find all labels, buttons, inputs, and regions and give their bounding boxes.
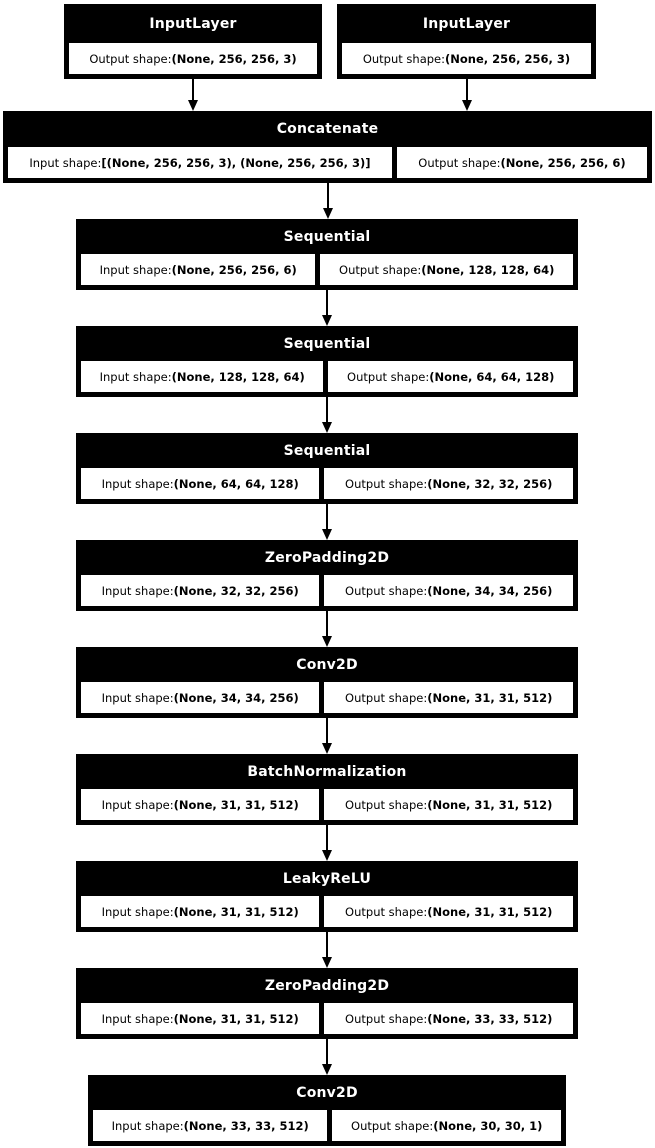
edge-line xyxy=(326,290,328,317)
shape-label: Output shape: xyxy=(351,1118,434,1133)
shape-cells-row xyxy=(81,789,573,820)
shape-label: Input shape: xyxy=(101,904,174,919)
shape-label: Input shape: xyxy=(101,583,174,598)
shape-value: (None, 30, 30, 1) xyxy=(433,1118,543,1133)
shape-value: (None, 128, 128, 64) xyxy=(421,262,555,277)
shape-label: Output shape: xyxy=(347,369,430,384)
shape-cells-row xyxy=(69,43,317,74)
layer-title: LeakyReLU xyxy=(282,870,372,887)
shape-value: (None, 32, 32, 256) xyxy=(427,476,553,491)
shape-cells-row xyxy=(81,361,573,392)
layer-node-zeropadding2d-6 xyxy=(76,540,578,611)
shape-value: (None, 31, 31, 512) xyxy=(427,904,553,919)
shape-value: (None, 31, 31, 512) xyxy=(173,797,299,812)
shape-value: (None, 31, 31, 512) xyxy=(427,797,553,812)
shape-value: (None, 31, 31, 512) xyxy=(173,1011,299,1026)
shape-cells-row xyxy=(342,43,591,74)
edge-arrow xyxy=(321,504,333,540)
shape-value: (None, 256, 256, 3) xyxy=(445,51,571,66)
arrowhead-icon xyxy=(188,100,198,111)
shape-label: Input shape: xyxy=(101,797,174,812)
edge-arrow xyxy=(321,932,333,968)
arrowhead-icon xyxy=(322,743,332,754)
shape-label: Input shape: xyxy=(101,1011,174,1026)
output-shape-cell xyxy=(397,147,647,178)
edge-arrow xyxy=(321,825,333,861)
layer-node-zeropadding2d-10 xyxy=(76,968,578,1039)
arrowhead-icon xyxy=(323,208,333,219)
output-shape-cell xyxy=(328,361,573,392)
layer-node-inputlayer-1 xyxy=(337,4,596,79)
shape-label: Input shape: xyxy=(101,476,174,491)
layer-node-concatenate-2 xyxy=(3,111,652,183)
shape-cells-row xyxy=(8,147,647,178)
layer-node-conv2d-7 xyxy=(76,647,578,718)
shape-value: (None, 256, 256, 6) xyxy=(500,155,626,170)
layer-title: Conv2D xyxy=(296,1084,358,1101)
arrowhead-icon xyxy=(322,850,332,861)
layer-title: InputLayer xyxy=(422,15,511,32)
shape-value: (None, 64, 64, 128) xyxy=(173,476,299,491)
input-shape-cell xyxy=(81,361,323,392)
shape-value: (None, 32, 32, 256) xyxy=(173,583,299,598)
shape-cells-row xyxy=(81,575,573,606)
arrowhead-icon xyxy=(322,315,332,326)
input-shape-cell xyxy=(81,896,319,927)
shape-value: (None, 34, 34, 256) xyxy=(173,690,299,705)
shape-label: Output shape: xyxy=(345,797,428,812)
shape-value: (None, 31, 31, 512) xyxy=(427,690,553,705)
shape-label: Output shape: xyxy=(339,262,422,277)
layer-title: ZeroPadding2D xyxy=(264,549,390,566)
shape-value: (None, 256, 256, 6) xyxy=(171,262,297,277)
shape-cells-row xyxy=(93,1110,561,1141)
edge-line xyxy=(326,504,328,531)
edge-line xyxy=(466,79,468,102)
shape-value: (None, 33, 33, 512) xyxy=(183,1118,309,1133)
edge-arrow xyxy=(461,79,473,111)
shape-value: (None, 64, 64, 128) xyxy=(429,369,555,384)
layer-title: Sequential xyxy=(283,228,371,245)
output-shape-cell xyxy=(324,468,573,499)
layer-node-sequential-4 xyxy=(76,326,578,397)
edge-arrow xyxy=(321,397,333,433)
layer-node-sequential-3 xyxy=(76,219,578,290)
output-shape-cell xyxy=(324,575,573,606)
input-shape-cell xyxy=(81,682,319,713)
shape-label: Output shape: xyxy=(345,1011,428,1026)
shape-cells-row xyxy=(81,1003,573,1034)
output-shape-cell xyxy=(324,896,573,927)
edge-arrow xyxy=(321,718,333,754)
arrowhead-icon xyxy=(322,957,332,968)
shape-value: (None, 34, 34, 256) xyxy=(427,583,553,598)
arrowhead-icon xyxy=(322,422,332,433)
shape-value: (None, 33, 33, 512) xyxy=(427,1011,553,1026)
output-shape-cell xyxy=(342,43,591,74)
edge-arrow xyxy=(321,1039,333,1075)
edge-line xyxy=(326,932,328,959)
arrowhead-icon xyxy=(462,100,472,111)
shape-label: Output shape: xyxy=(345,476,428,491)
shape-value: (None, 31, 31, 512) xyxy=(173,904,299,919)
shape-cells-row xyxy=(81,468,573,499)
shape-label: Output shape: xyxy=(345,904,428,919)
edge-arrow xyxy=(187,79,199,111)
edge-line xyxy=(192,79,194,102)
shape-cells-row xyxy=(81,682,573,713)
arrowhead-icon xyxy=(322,529,332,540)
edge-line xyxy=(326,1039,328,1066)
layer-node-conv2d-11 xyxy=(88,1075,566,1146)
layer-title: InputLayer xyxy=(149,15,237,32)
layer-node-sequential-5 xyxy=(76,433,578,504)
output-shape-cell xyxy=(332,1110,561,1141)
output-shape-cell xyxy=(324,682,573,713)
output-shape-cell xyxy=(324,1003,573,1034)
shape-value: (None, 256, 256, 3) xyxy=(171,51,297,66)
input-shape-cell xyxy=(81,789,319,820)
shape-cells-row xyxy=(81,896,573,927)
shape-label: Input shape: xyxy=(99,369,172,384)
layer-title: ZeroPadding2D xyxy=(264,977,390,994)
input-shape-cell xyxy=(81,468,319,499)
shape-label: Input shape: xyxy=(111,1118,184,1133)
input-shape-cell xyxy=(81,575,319,606)
edge-arrow xyxy=(321,290,333,326)
edge-line xyxy=(326,825,328,852)
layer-title: Concatenate xyxy=(276,121,379,137)
layer-node-leakyrelu-9 xyxy=(76,861,578,932)
shape-label: Output shape: xyxy=(362,51,446,66)
input-shape-cell xyxy=(93,1110,327,1141)
arrowhead-icon xyxy=(322,636,332,647)
shape-label: Output shape: xyxy=(345,690,428,705)
edge-line xyxy=(326,611,328,638)
shape-label: Input shape: xyxy=(99,262,172,277)
input-shape-cell xyxy=(8,147,392,178)
layer-title: Sequential xyxy=(283,335,371,352)
arrowhead-icon xyxy=(322,1064,332,1075)
layer-title: Sequential xyxy=(283,442,371,459)
input-shape-cell xyxy=(81,1003,319,1034)
edge-arrow xyxy=(321,611,333,647)
output-shape-cell xyxy=(69,43,317,74)
shape-label: Input shape: xyxy=(29,155,102,170)
layer-node-batchnormalization-8 xyxy=(76,754,578,825)
output-shape-cell xyxy=(320,254,573,285)
edge-arrow xyxy=(322,183,334,219)
shape-label: Output shape: xyxy=(345,583,428,598)
edge-line xyxy=(326,718,328,745)
shape-label: Input shape: xyxy=(101,690,174,705)
shape-value: [(None, 256, 256, 3), (None, 256, 256, 3)] xyxy=(101,155,371,170)
edge-line xyxy=(326,397,328,424)
layer-title: Conv2D xyxy=(296,656,358,673)
edge-line xyxy=(327,183,329,210)
input-shape-cell xyxy=(81,254,315,285)
layer-title: BatchNormalization xyxy=(247,763,407,780)
output-shape-cell xyxy=(324,789,573,820)
shape-label: Output shape: xyxy=(89,51,172,66)
shape-cells-row xyxy=(81,254,573,285)
shape-label: Output shape: xyxy=(418,155,501,170)
shape-value: (None, 128, 128, 64) xyxy=(171,369,305,384)
layer-node-inputlayer-0 xyxy=(64,4,322,79)
